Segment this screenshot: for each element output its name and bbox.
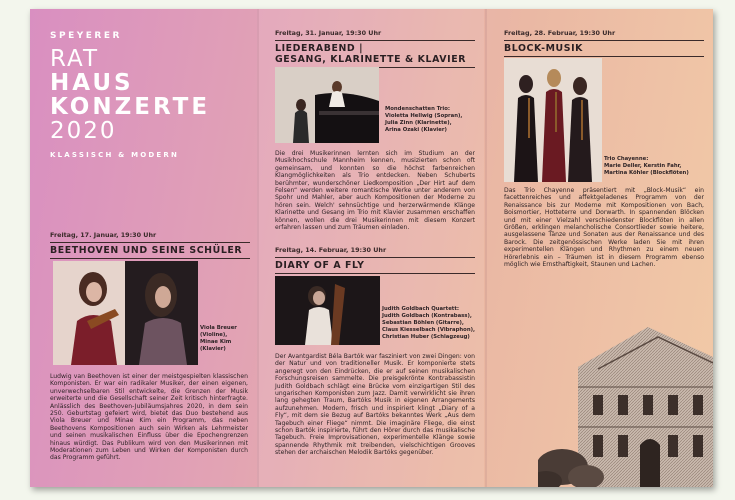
event-3-date: Freitag, 14. Februar, 19:30 Uhr bbox=[275, 246, 387, 254]
event-3 bbox=[275, 246, 475, 274]
event-1-rule bbox=[50, 258, 250, 259]
series-title-line-1: RAT bbox=[50, 46, 100, 72]
event-2-title-line-2: GESANG, KLARINETTE & KLAVIER bbox=[275, 54, 467, 65]
caption-line: Judith Goldbach Quartett: bbox=[382, 306, 459, 312]
event-3-rule bbox=[275, 273, 475, 274]
event-4 bbox=[504, 29, 704, 57]
caption-line: Trio Chayenne: bbox=[604, 156, 649, 162]
event-1-date: Freitag, 17. Januar, 19:30 Uhr bbox=[50, 231, 157, 239]
series-title-block bbox=[50, 31, 210, 159]
event-4-date: Freitag, 28. Februar, 19:30 Uhr bbox=[504, 29, 616, 37]
event-3-photo bbox=[275, 276, 380, 345]
event-3-title: DIARY OF A FLY bbox=[275, 257, 475, 271]
fold-crease-right bbox=[485, 9, 487, 487]
event-4-rule bbox=[504, 56, 704, 57]
event-4-description: Das Trio Chayenne präsentiert mit „Block-Musik“ ein facettenreiches und affektgeladenes Programm von der Renaissance bis zur Moderne mit Kompositionen von Bach, Boismortier, Hotteterre und Dorwarth. In spannenden Blöcken und mit einer Vielzahl verschiedenster Blockflöten in allen Größen, erklingen melancholische Consortlieder sowie heitere, ausgelassene Tänze und Sonaten aus der Renaissance und des Barock. Die zeitgenössischen Werke laden Sie mit ihren experimentellen Klängen und Rhythmen zu einem neuen Hörerlebnis ein – Träumen ist in diesem Programm ebenso möglich wie Ernsthaftigkeit, Staunen und Lachen. bbox=[504, 187, 704, 269]
brochure-sheet bbox=[30, 9, 713, 487]
event-2-date: Freitag, 31. Januar, 19:30 Uhr bbox=[275, 29, 382, 37]
event-4-photo bbox=[504, 58, 602, 182]
caption-line: Minae Kim bbox=[200, 339, 232, 346]
caption-line: Christian Huber (Schlagzeug) bbox=[382, 334, 470, 341]
event-1-description: Ludwig van Beethoven ist einer der meistgespielten klassischen Komponisten. Er war ein radikaler Musiker, der einen eigenen, unverwechselbaren Stil entwickelte, die Grenzen der Musik erweiterte und die Gesellschaft seiner Zeit kritisch hinterfragte. Anlässlich des Beethoven-Jubiläumsjahres 2020, in dem sein 250. Geburtstag gefeiert wird, bietet das Duo bestehend aus Viola Breuer und Minae Kim ein Programm, das neben Beethovens Kompositionen auch sein Wirken als Lehrmeister und seinen musikalischen Einfluss über die Epochengrenzen hinaus würdigt. Das Publikum wird von den Musikerinnen mit Moderationen zum Leben und Wirken der Komponisten durch das Programm geführt. bbox=[50, 373, 248, 462]
caption-line: Mondenschatten Trio: bbox=[385, 106, 450, 112]
caption-line: Sebastian Böhlen (Gitarre), bbox=[382, 320, 464, 327]
event-2-photo bbox=[275, 67, 379, 143]
event-3-description: Der Avantgardist Béla Bartók war fasziniert von zwei Dingen: von der Natur und von traditioneller Musik. Er komponierte stets angeregt von den Eindrücken, die er auf seinen musikalischen Forschungsreisen sammelte. Die preisgekrönte Kontrabassistin Judith Goldbach schlägt eine Brücke vom einzigartigen Stil des ungarischen Komponisten zum Jazz. Damit verwirklicht sie ihren lang gehegten Traum, Bartóks Musik in eigenen Arrangements aufzunehmen. Modern, frisch und inspiriert klingt „Diary of a Fly“, mit dem sie Bezug auf Bartóks bekanntes Werk „Aus dem Tagebuch einer Fliege“ nimmt. Die imaginäre Fliege, die einst schon Bartók inspirierte, führt den Hörer durch das musikalische Tagebuch. Freie Improvisationen, experimentelle Klänge sowie spannende Rhythmik mit treibenden, vielschichtigen Grooves stehen der archaischen Melodik Bartóks gegenüber. bbox=[275, 353, 475, 457]
bassist-photo-illustration bbox=[275, 276, 380, 345]
caption-line: (Klavier) bbox=[200, 346, 226, 353]
series-title-line-2: HAUS bbox=[50, 70, 134, 96]
event-2 bbox=[275, 29, 475, 68]
event-4-title: BLOCK-MUSIK bbox=[504, 40, 704, 54]
trio-piano-photo-illustration bbox=[275, 67, 379, 143]
caption-line: Arina Ozaki (Klavier) bbox=[385, 127, 447, 134]
series-kicker: SPEYERER bbox=[50, 31, 122, 41]
event-2-caption bbox=[385, 106, 477, 134]
fold-crease-left bbox=[257, 9, 259, 487]
event-3-caption bbox=[382, 306, 478, 341]
caption-line: Marie Deller, Kerstin Fahr, bbox=[604, 163, 682, 170]
event-1-photo bbox=[53, 261, 198, 365]
event-1-caption bbox=[200, 325, 255, 353]
event-2-title bbox=[275, 40, 475, 65]
caption-line: Violetta Hellwig (Sopran), bbox=[385, 113, 463, 120]
caption-line: Judith Goldbach (Kontrabass), bbox=[382, 313, 472, 320]
series-subtitle: KLASSISCH & MODERN bbox=[50, 151, 180, 159]
town-hall-illustration bbox=[538, 317, 713, 487]
event-2-description: Die drei Musikerinnen lernten sich im Studium an der Musikhochschule Mannheim kennen, musizierten schon oft gemeinsam, und konnten so die höchst farbenreichen Klangmöglichkeiten als Trio entdecken. Neben Schuberts berühmter, wunderschöner Liedkomposition „Der Hirt auf dem Felsen“ werden weitere romantische Werke unter anderem von Spohr und Mahler, aber auch Kompositionen der Moderne zu hören sein. Welch' sehnsüchtige und herzerwärmende Klänge Klarinette und Gesang im Trio mit Klavier zusammen erschaffen können, wollen die drei Musikerinnen mit diesem Konzert erfahren lassen und zum Träumen einladen. bbox=[275, 150, 475, 232]
caption-line: (Violine), bbox=[200, 332, 228, 339]
caption-line: Viola Breuer bbox=[200, 325, 237, 331]
event-1 bbox=[50, 231, 250, 259]
caption-line: Martina Köhler (Blockflöten) bbox=[604, 170, 689, 177]
event-1-title: BEETHOVEN UND SEINE SCHÜLER bbox=[50, 242, 250, 256]
series-year: 2020 bbox=[50, 118, 117, 144]
event-2-title-line-1: LIEDERABEND | bbox=[275, 43, 364, 54]
series-title-line-3: KONZERTE bbox=[50, 94, 211, 120]
caption-line: Julia Zinn (Klarinette), bbox=[385, 120, 452, 127]
event-4-caption bbox=[604, 156, 704, 177]
caption-line: Claus Kiesselbach (Vibraphon), bbox=[382, 327, 476, 334]
duo-photo-illustration bbox=[53, 261, 198, 365]
recorder-trio-photo-illustration bbox=[504, 58, 602, 182]
